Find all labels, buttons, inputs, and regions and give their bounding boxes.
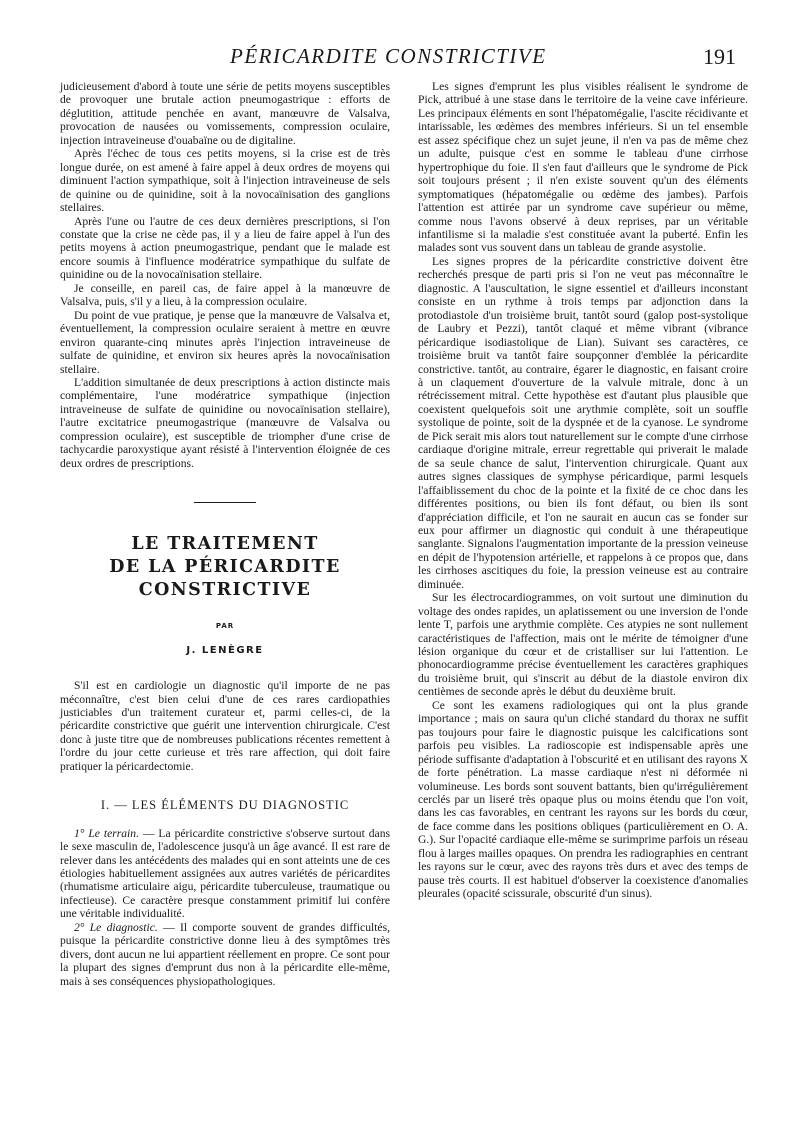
section-heading: I. — LES ÉLÉMENTS DU DIAGNOSTIC	[100, 798, 350, 813]
terrain-text: — La péricardite constrictive s'observe surtout dans le sexe masculin de, l'adolescence jusqu'à un âge avancé. Il est rare de relever dans les antécédents des malades qui en sont atteints une de ces étiologies habituellement assignées aux autres variétés de péricardites (rhumatisme articulaire aigu, péricardite tuberculeuse, traumatique ou infectieuse). Ce caractère presque constamment primitif lui confère une véritable individualité.	[60, 826, 391, 921]
paragraph: Après l'échec de tous ces petits moyens, si la crise est de très longue durée, on est amené à faire appel à deux ordres de moyens qui diminuent l'action sympathique, soit à l'injection intraveineuse de sels de quinine ou de quinidine, soit à la novocaïnisation des ganglions stellaires.	[60, 147, 390, 215]
terrain-label: 1° Le terrain.	[74, 826, 139, 840]
paragraph: Sur les électrocardiogrammes, on voit surtout une diminution du voltage des ondes rapides, un aplatissement ou une inversion de l'onde lente T, parfois une arythmie complète. Ces atypies ne sont nullement caractéristiques de l'affection, mais ont le mérite de témoigner d'une lésion organique du cœur et de cristalliser sur lui l'attention. Le phonocardiogramme précise éventuellement les caractères graphiques du troisième bruit, qui s'inscrit au début de la diastole environ dix centièmes de seconde après le début du deuxième bruit.	[418, 591, 748, 699]
diagnostic-label: 2° Le diagnostic.	[74, 920, 158, 934]
paragraph: Du point de vue pratique, je pense que la manœuvre de Valsalva et, éventuellement, la compression oculaire seraient à mettre en œuvre environ quarante-cinq minutes après l'injection intraveineuse de sulfate de quinidine, et environ six heures après la novocaïnisation stellaire.	[60, 308, 390, 376]
paragraph: Après l'une ou l'autre de ces deux dernières prescriptions, si l'on constate que la crise ne cède pas, il y a lieu de faire appel à l'un des petits moyens à action pneumogastrique, pendant que le malade est encore soumis à l'influence modératrice sympathique du sulfate de quinidine ou de la novocaïnisation stellaire.	[60, 214, 390, 282]
diagnostic-text: — Il comporte souvent de grandes difficultés, puisque la péricardite constrictive donne lieu à des symptômes très divers, dont aucun ne lui appartient réellement en propre. Ce sont pour la plupart des signes d'emprunt dus non à la péricardite elle-même, mais à ses conséquences physiopathologiques.	[60, 920, 390, 988]
paragraph	[60, 921, 390, 988]
running-title: PÉRICARDITE CONSTRICTIVE	[230, 44, 547, 68]
byline-par: PAR	[215, 622, 235, 631]
article-title-line: DE LA PÉRICARDITE	[109, 557, 341, 578]
article-title-line: LE TRAITEMENT	[131, 534, 319, 555]
intro-paragraph: S'il est en cardiologie un diagnostic qu'il importe de ne pas méconnaître, c'est bien celui d'une de ces rares cardiopathies justiciables d'un traitement curateur et, parmi celles-ci, de la péricardite constrictive que guérit une intervention chirurgicale. C'est donc à juste titre que de nombreuses publications récentes remettent à l'ordre du jour cette curieuse et très rare affection, qui doit faire pratiquer la péricardectomie.	[60, 679, 390, 773]
paragraph: Ce sont les examens radiologiques qui ont la plus grande importance ; mais on saura qu'un cliché standard du thorax ne suffit pas toujours pour faire le diagnostic puisque les calcifications sont parfois peu visibles. La radioscopie est indispensable après une période suffisante d'adaptation à l'obscurité et en utilisant des rayons X de forte pénétration. La masse cardiaque n'est ni déformée ni volumineuse. Les bords sont souvent battants, bien qu'irrégulièrement cerclés par un liseré très opaque plus ou moins étendu que l'on voit, dans les cas favorables, en centrant les rayons sur les bords du cœur, de face comme dans les positions obliques (particulièrement en O. A. G.). Sur l'opacité cardiaque elle-même se surimprime parfois un réseau flou à larges mailles opaques. On prendra les radiographies en centrant les rayons sur le cœur, avec des rayons très durs et avec des temps de pause très courts. Il est habituel d'observer la coexistence d'anomalies pleurales (opacité scissurale, obscurité d'un sinus).	[418, 698, 748, 901]
section-divider	[194, 502, 256, 503]
paragraph: Les signes propres de la péricardite constrictive doivent être recherchés presque de parti pris si l'on ne veut pas méconnaître le diagnostic. A l'auscultation, le signe essentiel et d'ailleurs inconstant consiste en un rythme à trois temps par adjonction dans la protodiastole d'un troisième bruit, tantôt sourd (galop post-systolique de Laubry et Pezzi), tantôt claqué et même vibrant (vibrance péricardique isodiastolique de Lian). Suivant ses caractères, ce troisième bruit va tantôt faire soupçonner d'emblée la péricardite constrictive. tantôt, au contraire, égarer le diagnostic, en faisant croire à un claquement d'ouverture de la valvule mitrale, donc à un rétrécissement mitral. Cette hypothèse est d'autant plus plausible que coexistent quelquefois soit une arythmie complète, soit un souffle systolique de pointe, soit de la dyspnée et de la cyanose. Le syndrome de Pick serait mis alors tout naturellement sur le compte d'une cirrhose cardiaque d'origine mitrale, erreur regrettable qui priverait le malade de sa seule chance de salut, l'intervention chirurgicale. Quant aux autres signes classiques de symphyse péricardique, parmi lesquels l'affaiblissement du choc de la pointe et la fixité de ce choc dans les différentes positions, ou bien ils font défaut, ou bien ils sont d'appréciation difficile, et l'on ne saurait en aucun cas se fonder sur eux pour affirmer un diagnostic qui conduit à une thérapeutique sanglante. Signalons l'augmentation importante de la pression veineuse en dépit de l'hypotension artérielle, et rappelons à ce propos que, dans les cirrhoses ascitiques du foie, la pression veineuse est au contraire diminuée.	[418, 254, 748, 591]
article-title-line: CONSTRICTIVE	[138, 580, 312, 601]
paragraph	[60, 827, 390, 921]
article-title	[60, 533, 390, 602]
paragraph: Les signes d'emprunt les plus visibles réalisent le syndrome de Pick, attribué à une stase dans le territoire de la veine cave inférieure. Les principaux éléments en sont l'hépatomégalie, l'ascite récidivante et intarissable, les œdèmes des membres inférieurs. Si un tel ensemble est assez spécifique chez un sujet jeune, il n'en va pas de même chez un adulte, puisque c'est en somme le tableau d'une cirrhose hypertrophique du foie. Il s'en faut d'ailleurs que le syndrome de Pick soit toujours présent ; il n'en existe souvent qu'un des éléments symptomatiques (hépatomégalie ou œdème des jambes). Parfois l'attention est attirée par un syndrome cave supérieur ou même, comme nous l'avons observé à deux reprises, par un véritable infantilisme si la maladie s'est constituée avant la puberté. Enfin les malades sont vus souvent dans un tableau de grande asystolie.	[418, 80, 748, 255]
left-column	[60, 80, 390, 988]
paragraph: Je conseille, en pareil cas, de faire appel à la manœuvre de Valsalva, puis, s'il y a lieu, à la compression oculaire.	[60, 281, 390, 309]
right-column	[418, 80, 748, 901]
paragraph: judicieusement d'abord à toute une série de petits moyens susceptibles de provoquer une brutale action pneumogastrique : efforts de déglutition, attitude penchée en avant, manœuvre de Valsalva, provocation de nausées ou vomissements, compression oculaire, injection intraveineuse d'ouabaïne ou de digitaline.	[60, 80, 390, 147]
author-name: J. LENÈGRE	[186, 644, 264, 656]
paragraph: L'addition simultanée de deux prescriptions à action distincte mais complémentaire, l'une modératrice sympathique (injection intraveineuse de sulfate de quinidine ou novocaïnisation stellaire), l'autre excitatrice pneumogastrique (manœuvre de Valsalva ou compression oculaire), est susceptible de triompher d'une crise de tachycardie paroxystique ayant résisté à l'intervention éloignée de ces deux ordres de prescriptions.	[60, 375, 390, 470]
page-number: 191	[703, 44, 736, 69]
